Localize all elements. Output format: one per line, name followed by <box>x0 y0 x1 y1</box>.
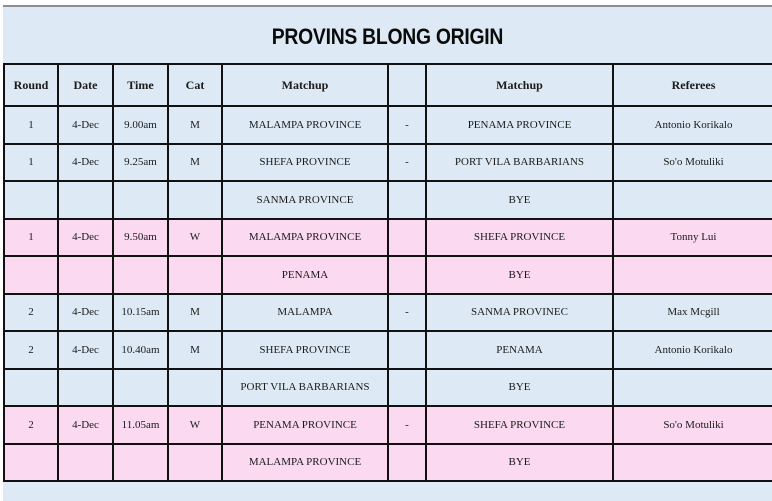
cell-referee: Tonny Lui <box>613 219 772 257</box>
cell-date: 4-Dec <box>58 406 113 444</box>
cell-home-team: SHEFA PROVINCE <box>222 144 388 182</box>
header-date: Date <box>58 64 113 106</box>
header-referees: Referees <box>613 64 772 106</box>
table-row <box>4 144 772 182</box>
cell-time: 11.05am <box>113 406 168 444</box>
table-row <box>4 444 772 482</box>
cell-time <box>113 181 168 219</box>
cell-cat <box>168 181 222 219</box>
cell-round: 2 <box>4 294 58 332</box>
header-round: Round <box>4 64 58 106</box>
cell-time: 10.40am <box>113 331 168 369</box>
cell-round: 1 <box>4 106 58 144</box>
cell-cat <box>168 444 222 482</box>
cell-separator <box>388 219 426 257</box>
cell-cat <box>168 369 222 407</box>
header-cat: Cat <box>168 64 222 106</box>
cell-date <box>58 444 113 482</box>
cell-away-team: PENAMA PROVINCE <box>426 106 613 144</box>
table-row <box>4 106 772 144</box>
header-row <box>4 64 772 106</box>
cell-home-team: MALAMPA PROVINCE <box>222 219 388 257</box>
header-matchup-away: Matchup <box>426 64 613 106</box>
cell-cat: M <box>168 106 222 144</box>
cell-referee: So'o Motuliki <box>613 144 772 182</box>
cell-time: 9.00am <box>113 106 168 144</box>
cell-away-team: SANMA PROVINEC <box>426 294 613 332</box>
cell-away-team: BYE <box>426 256 613 294</box>
cell-cat: M <box>168 331 222 369</box>
cell-home-team: MALAMPA <box>222 294 388 332</box>
cell-time: 9.25am <box>113 144 168 182</box>
cell-referee: Max Mcgill <box>613 294 772 332</box>
cell-referee <box>613 444 772 482</box>
cell-time: 10.15am <box>113 294 168 332</box>
cell-time <box>113 444 168 482</box>
cell-home-team: MALAMPA PROVINCE <box>222 106 388 144</box>
cell-referee: Antonio Korikalo <box>613 331 772 369</box>
cell-referee <box>613 181 772 219</box>
schedule-table <box>3 63 772 482</box>
table-row <box>4 219 772 257</box>
header-matchup-home: Matchup <box>222 64 388 106</box>
table-row <box>4 331 772 369</box>
cell-home-team: PENAMA <box>222 256 388 294</box>
cell-date: 4-Dec <box>58 331 113 369</box>
table-row <box>4 406 772 444</box>
cell-referee <box>613 369 772 407</box>
cell-home-team: PENAMA PROVINCE <box>222 406 388 444</box>
cell-date: 4-Dec <box>58 219 113 257</box>
cell-cat: M <box>168 294 222 332</box>
cell-time: 9.50am <box>113 219 168 257</box>
cell-round: 1 <box>4 219 58 257</box>
cell-separator <box>388 444 426 482</box>
cell-separator <box>388 181 426 219</box>
table-row <box>4 369 772 407</box>
cell-referee: Antonio Korikalo <box>613 106 772 144</box>
cell-date <box>58 369 113 407</box>
cell-away-team: PORT VILA BARBARIANS <box>426 144 613 182</box>
cell-away-team: BYE <box>426 181 613 219</box>
cell-home-team: PORT VILA BARBARIANS <box>222 369 388 407</box>
cell-round <box>4 181 58 219</box>
cell-home-team: MALAMPA PROVINCE <box>222 444 388 482</box>
cell-away-team: BYE <box>426 444 613 482</box>
title-bar <box>3 7 772 63</box>
cell-date: 4-Dec <box>58 144 113 182</box>
cell-round: 1 <box>4 144 58 182</box>
cell-separator: - <box>388 294 426 332</box>
cell-separator: - <box>388 106 426 144</box>
cell-separator <box>388 369 426 407</box>
cell-date <box>58 181 113 219</box>
header-separator <box>388 64 426 106</box>
cell-referee <box>613 256 772 294</box>
cell-away-team: BYE <box>426 369 613 407</box>
cell-date: 4-Dec <box>58 294 113 332</box>
cell-separator <box>388 331 426 369</box>
page-title: PROVINS BLONG ORIGIN <box>271 24 504 49</box>
cell-away-team: SHEFA PROVINCE <box>426 219 613 257</box>
cell-separator <box>388 256 426 294</box>
cell-cat: W <box>168 219 222 257</box>
cell-cat: M <box>168 144 222 182</box>
cell-cat <box>168 256 222 294</box>
cell-home-team: SANMA PROVINCE <box>222 181 388 219</box>
cell-time <box>113 369 168 407</box>
header-time: Time <box>113 64 168 106</box>
cell-away-team: PENAMA <box>426 331 613 369</box>
cell-separator: - <box>388 406 426 444</box>
cell-round <box>4 444 58 482</box>
cell-cat: W <box>168 406 222 444</box>
cell-date: 4-Dec <box>58 106 113 144</box>
table-row <box>4 181 772 219</box>
cell-round <box>4 256 58 294</box>
cell-away-team: SHEFA PROVINCE <box>426 406 613 444</box>
cell-date <box>58 256 113 294</box>
table-row <box>4 294 772 332</box>
cell-referee: So'o Motuliki <box>613 406 772 444</box>
cell-round <box>4 369 58 407</box>
cell-round: 2 <box>4 331 58 369</box>
cell-separator: - <box>388 144 426 182</box>
cell-round: 2 <box>4 406 58 444</box>
table-row <box>4 256 772 294</box>
schedule-sheet <box>3 5 772 501</box>
cell-home-team: SHEFA PROVINCE <box>222 331 388 369</box>
cell-time <box>113 256 168 294</box>
